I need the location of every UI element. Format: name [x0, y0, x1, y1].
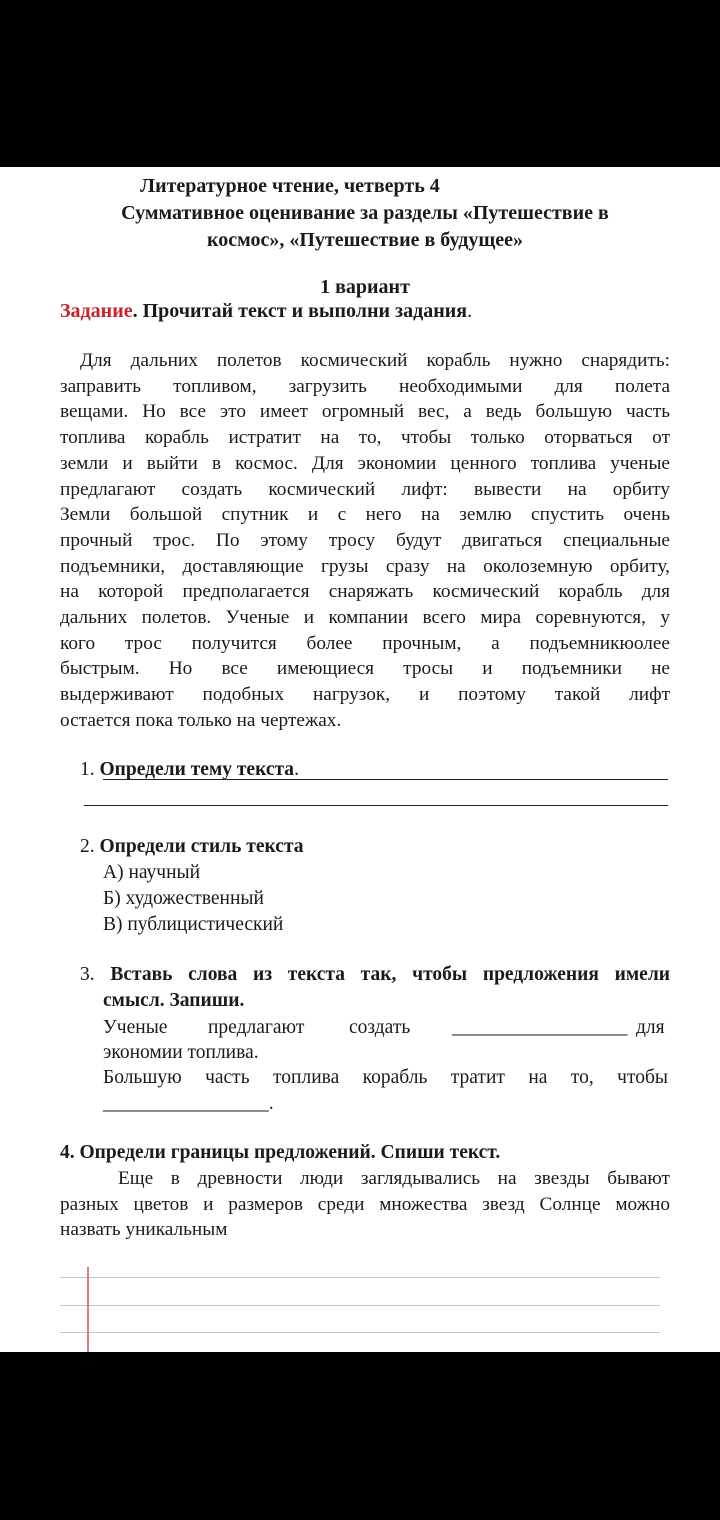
- task-label: Задание: [60, 300, 133, 322]
- q1-title: Определи тему текста: [99, 759, 295, 780]
- header-assessment-line1: Суммативное оценивание за разделы «Путешествие в: [121, 202, 609, 224]
- worksheet-page: [0, 167, 720, 1352]
- q1-end: .: [294, 759, 299, 780]
- text-line: топлива корабль истратит на то, чтобы только оторваться от: [60, 427, 670, 449]
- q2-number: 2.: [80, 836, 95, 857]
- text-line: на которой предполагается снаряжать космический корабль для: [60, 581, 670, 603]
- q3-title-line2-wrap: [103, 988, 244, 1014]
- text-line: заправить топливом, загрузить необходимыми для полета: [60, 375, 670, 397]
- text-line: прочный трос. По этому тросу будут двигаться специальные: [60, 529, 670, 551]
- bottom-black-bar: [0, 1352, 720, 1520]
- q1-answer-line-2[interactable]: [84, 805, 668, 806]
- q3-s1-word1: Ученые: [103, 1017, 168, 1038]
- q3-s1-tail: для: [636, 1017, 665, 1038]
- text-line: подъемники, доставляющие грузы сразу на околоземную орбиту,: [60, 555, 670, 577]
- variant-title: 1 вариант: [320, 276, 410, 298]
- header-subject: Литературное чтение, четверть 4: [140, 175, 440, 197]
- q4-text: [60, 1166, 670, 1243]
- q4-line: назвать уникальным: [60, 1219, 228, 1241]
- task-instruction: [60, 298, 472, 325]
- q3-s1-line2: экономии топлива.: [103, 1042, 259, 1063]
- question-3: [80, 962, 670, 988]
- q2-option-c[interactable]: В) публицистический: [103, 914, 284, 935]
- task-end: .: [467, 300, 473, 322]
- header-assessment-line2: космос», «Путешествие в будущее»: [206, 229, 524, 251]
- q3-s2-blank[interactable]: _________________.: [103, 1093, 274, 1114]
- text-line: Для дальних полетов космический корабль нужно снарядить:: [80, 350, 670, 371]
- q1-answer-line-1[interactable]: [103, 779, 668, 780]
- text-line: выдерживают подобных нагрузок, и поэтому такой лифт: [60, 684, 670, 706]
- text-line: земли и выйти в космос. Для экономии ценного топлива ученые: [60, 452, 670, 474]
- question-2: [80, 834, 304, 860]
- notebook-line: [60, 1332, 660, 1333]
- q3-s1-word3: создать: [349, 1017, 411, 1038]
- q1-number: 1.: [80, 759, 95, 780]
- q4-line: Еще в древности люди заглядывались на звезды бывают: [118, 1168, 670, 1189]
- text-line: Земли большой спутник и с него на землю спустить очень: [60, 504, 670, 526]
- q3-s1-word2: предлагают: [208, 1017, 305, 1038]
- reading-text: [60, 348, 670, 734]
- question-4: [60, 1140, 500, 1166]
- text-line: кого трос получится более прочным, а подъемникюолее: [60, 632, 670, 654]
- q3-title-line2: смысл. Запиши.: [103, 990, 245, 1011]
- text-line: остается пока только на чертежах.: [60, 709, 342, 731]
- q2-title: Определи стиль текста: [99, 836, 304, 857]
- notebook-margin-line: [87, 1267, 89, 1352]
- q3-number: 3.: [80, 964, 95, 985]
- text-line: предлагают создать космический лифт: вывести на орбиту: [60, 478, 670, 500]
- notebook-line: [60, 1305, 660, 1306]
- q4-title: 4. Определи границы предложений. Спиши текст.: [60, 1142, 501, 1163]
- text-line: вещами. Но все это имеет огромный вес, а ведь большую часть: [60, 401, 670, 423]
- q4-line: разных цветов и размеров среди множества звезд Солнце можно: [60, 1193, 670, 1215]
- q3-title-line1: Вставь слова из текста так, чтобы предложения имели: [110, 964, 670, 985]
- task-text: . Прочитай текст и выполни задания: [132, 300, 468, 322]
- q2-option-b[interactable]: Б) художественный: [103, 888, 264, 909]
- text-line: дальних полетов. Ученые и компании всего мира соревнуются, у: [60, 607, 670, 629]
- q3-s1-blank[interactable]: __________________: [452, 1017, 628, 1038]
- q2-option-a[interactable]: А) научный: [103, 862, 201, 883]
- notebook-line: [60, 1277, 660, 1278]
- top-black-bar: [0, 0, 720, 167]
- q3-s2-line1: Большую часть топлива корабль тратит на то, чтобы: [103, 1067, 668, 1088]
- text-line: быстрым. Но все имеющиеся тросы и подъемники не: [60, 658, 670, 680]
